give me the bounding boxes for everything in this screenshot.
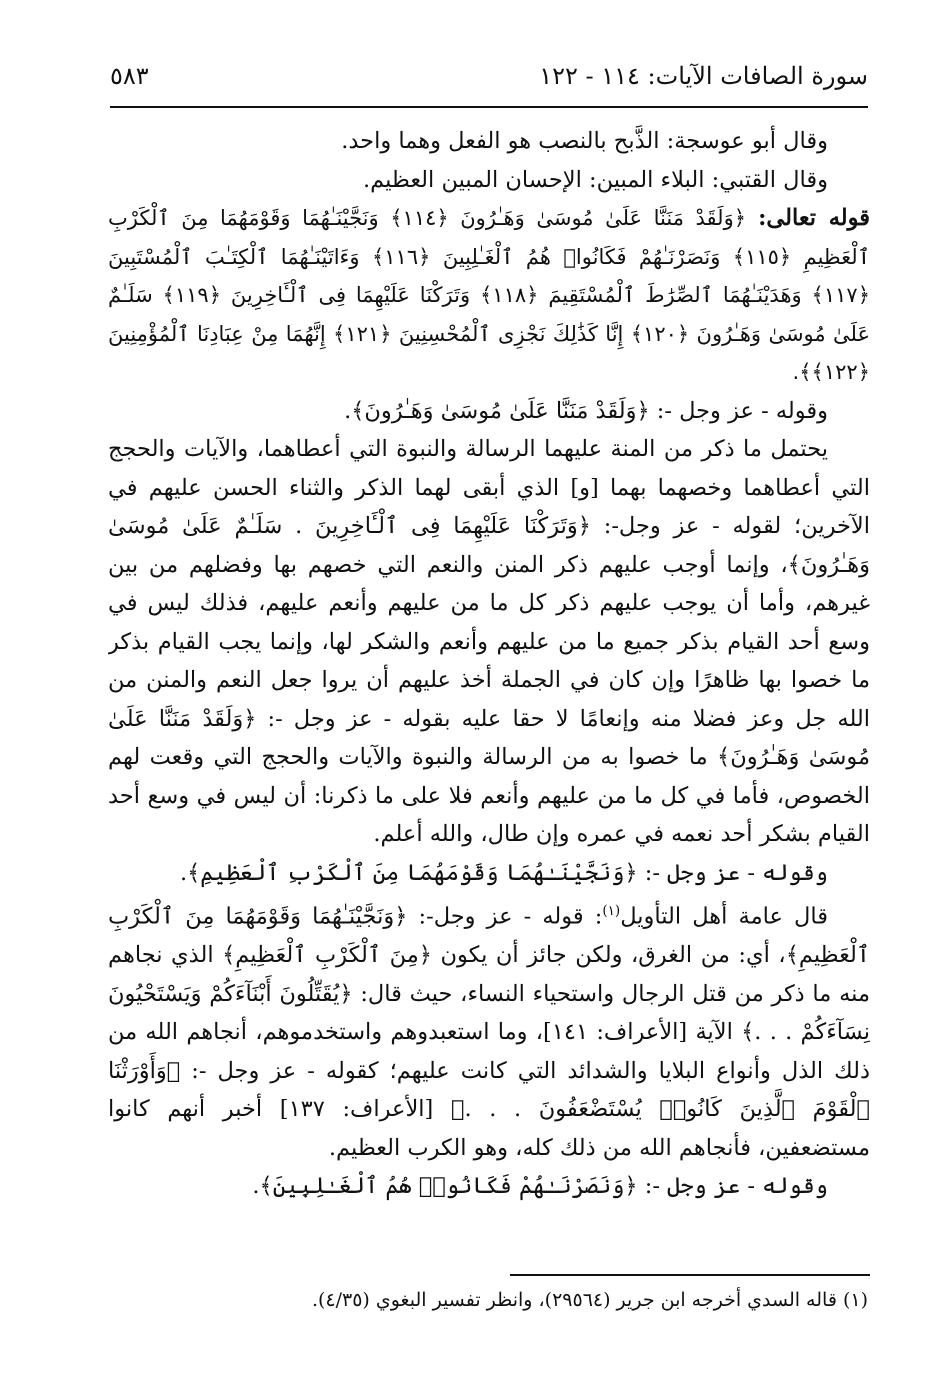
paragraph-commentary-favour: يحتمل ما ذكر من المنة عليهما الرسالة والنبوة التي أعطاهما، والآيات والحجج التي أعطاهما وخصهما بهما [و] الذي أبقى لهما الذكر والثناء الحسن عليهم في الآخرين؛ لقوله - عز وجل-: ﴿وَتَرَكْنَا عَلَيْهِمَا فِى ٱلْـَٔاخِرِينَ . سَلَـٰمٌ عَلَىٰ مُوسَىٰ وَهَـٰرُونَ﴾، وإنما أوجب عليهم ذكر المنن والنعم التي خصهم بها وفضلهم من بين غيرهم، وأما أن يوجب عليهم ذكر كل ما من عليهم وأنعم عليهم، فذلك ليس في وسع أحد القيام بذكر جميع ما من عليهم وأنعم والشكر لها، وإنما يجب القيام بذكر ما خصوا بها ظاهرًا وإن كان في الجملة أخذ عليهم أن يروا جعل النعم والمنن من الله جل وعز فضلا منه وإنعامًا لا حقا عليه بقوله - عز وجل -: ﴿وَلَقَدْ مَنَنَّا عَلَىٰ مُوسَىٰ وَهَـٰرُونَ﴾ ما خصوا به من الرسالة والنبوة والآيات والحجج التي وقعت لهم الخصوص، فأما في كل ما من عليهم وأنعم فلا على ما ذكرنا: أن ليس في وسع أحد القيام بشكر أحد نعمه في عمره وإن طال، والله أعلم. [108, 436, 870, 847]
commentary-rescue-start: قال عامة أهل التأويل [620, 903, 829, 930]
paragraph-verse-114: وقوله - عز وجل -: ﴿وَلَقَدْ مَنَنَّا عَلَىٰ مُوسَىٰ وَهَـٰرُونَ﴾. [344, 397, 828, 424]
footnote: (١) قاله السدي أخرجه ابن جرير (٢٩٥٦٤)، وانظر تفسير البغوي (٤/٣٥). [311, 1289, 868, 1311]
page-number: ٥٨٣ [110, 62, 149, 90]
verse-block [108, 199, 870, 392]
paragraph-verse-116: وقوله - عز وجل -: ﴿وَنَصَرْنَـٰهُمْ فَكَانُوا۟ هُمُ ٱلْغَـٰلِبِينَ﴾. [252, 1173, 828, 1199]
commentary-rescue-rest: : قوله - عز وجل-: ﴿وَنَجَّيْنَـٰهُمَا وَقَوْمَهُمَا مِنَ ٱلْكَرْبِ ٱلْعَظِيمِ﴾، أي: من الغرق، ولكن جائز أن يكون ﴿مِنَ ٱلْكَرْبِ ٱلْعَظِيمِ﴾ الذي نجاهم منه ما ذكر من قتل الرجال واستحياء النساء، حيث قال: ﴿يُقَتِّلُونَ أَبْنَآءَكُمْ وَيَسْتَحْيُونَ نِسَآءَكُمْ . . .﴾ الآية [الأعراف: ١٤١]، وما استعبدوهم واستخدموهم، أنجاهم الله من ذلك الذل وأنواع البلايا والشدائد التي كانت عليهم؛ كقوله - عز وجل -: ﴿وَأَوْرَثْنَا ٱلْقَوْمَ ٱلَّذِينَ كَانُوا۟ يُسْتَضْعَفُونَ . . .﴾ [الأعراف: ١٣٧] أخبر أنهم كانوا مستضعفين، فأنجاهم الله من ذلك كله، وهو الكرب العظيم. [108, 903, 870, 1161]
header-rule [110, 106, 868, 108]
paragraph-abu-awsaja: وقال أبو عوسجة: الذَّبح بالنصب هو الفعل وهما واحد. [341, 128, 828, 154]
footnote-rule [510, 1274, 870, 1276]
paragraph-verse-115: وقوله - عز وجل -: ﴿وَنَجَّيْنَـٰهُمَا وَقَوْمَهُمَا مِنَ ٱلْكَرْبِ ٱلْعَظِيمِ﴾. [179, 859, 828, 886]
paragraph-qutabi: وقال القتبي: البلاء المبين: الإحسان المبين العظيم. [362, 166, 828, 193]
main-text [108, 122, 870, 1252]
footnote-reference[interactable]: (١) [602, 903, 621, 919]
paragraph-commentary-rescue [108, 892, 870, 1167]
page-header [110, 56, 868, 108]
running-title: سورة الصافات الآيات: ١١٤ - ١٢٢ [539, 62, 868, 90]
verse-text: ﴿وَلَقَدْ مَنَنَّا عَلَىٰ مُوسَىٰ وَهَـٰرُونَ ﴿١١٤﴾ وَنَجَّيْنَـٰهُمَا وَقَوْمَهُمَا مِنَ ٱلْكَرْبِ ٱلْعَظِيمِ ﴿١١٥﴾ وَنَصَرْنَـٰهُمْ فَكَانُوا۟ هُمُ ٱلْغَـٰلِبِينَ ﴿١١٦﴾ وَءَاتَيْنَـٰهُمَا ٱلْكِتَـٰبَ ٱلْمُسْتَبِينَ ﴿١١٧﴾ وَهَدَيْنَـٰهُمَا ٱلصِّرَٰطَ ٱلْمُسْتَقِيمَ ﴿١١٨﴾ وَتَرَكْنَا عَلَيْهِمَا فِى ٱلْـَٔاخِرِينَ ﴿١١٩﴾ سَلَـٰمٌ عَلَىٰ مُوسَىٰ وَهَـٰرُونَ ﴿١٢٠﴾ إِنَّا كَذَٰلِكَ نَجْزِى ٱلْمُحْسِنِينَ ﴿١٢١﴾ إِنَّهُمَا مِنْ عِبَادِنَا ٱلْمُؤْمِنِينَ ﴿١٢٢﴾﴾. [108, 206, 870, 384]
verse-label: قوله تعالى: [758, 205, 870, 231]
